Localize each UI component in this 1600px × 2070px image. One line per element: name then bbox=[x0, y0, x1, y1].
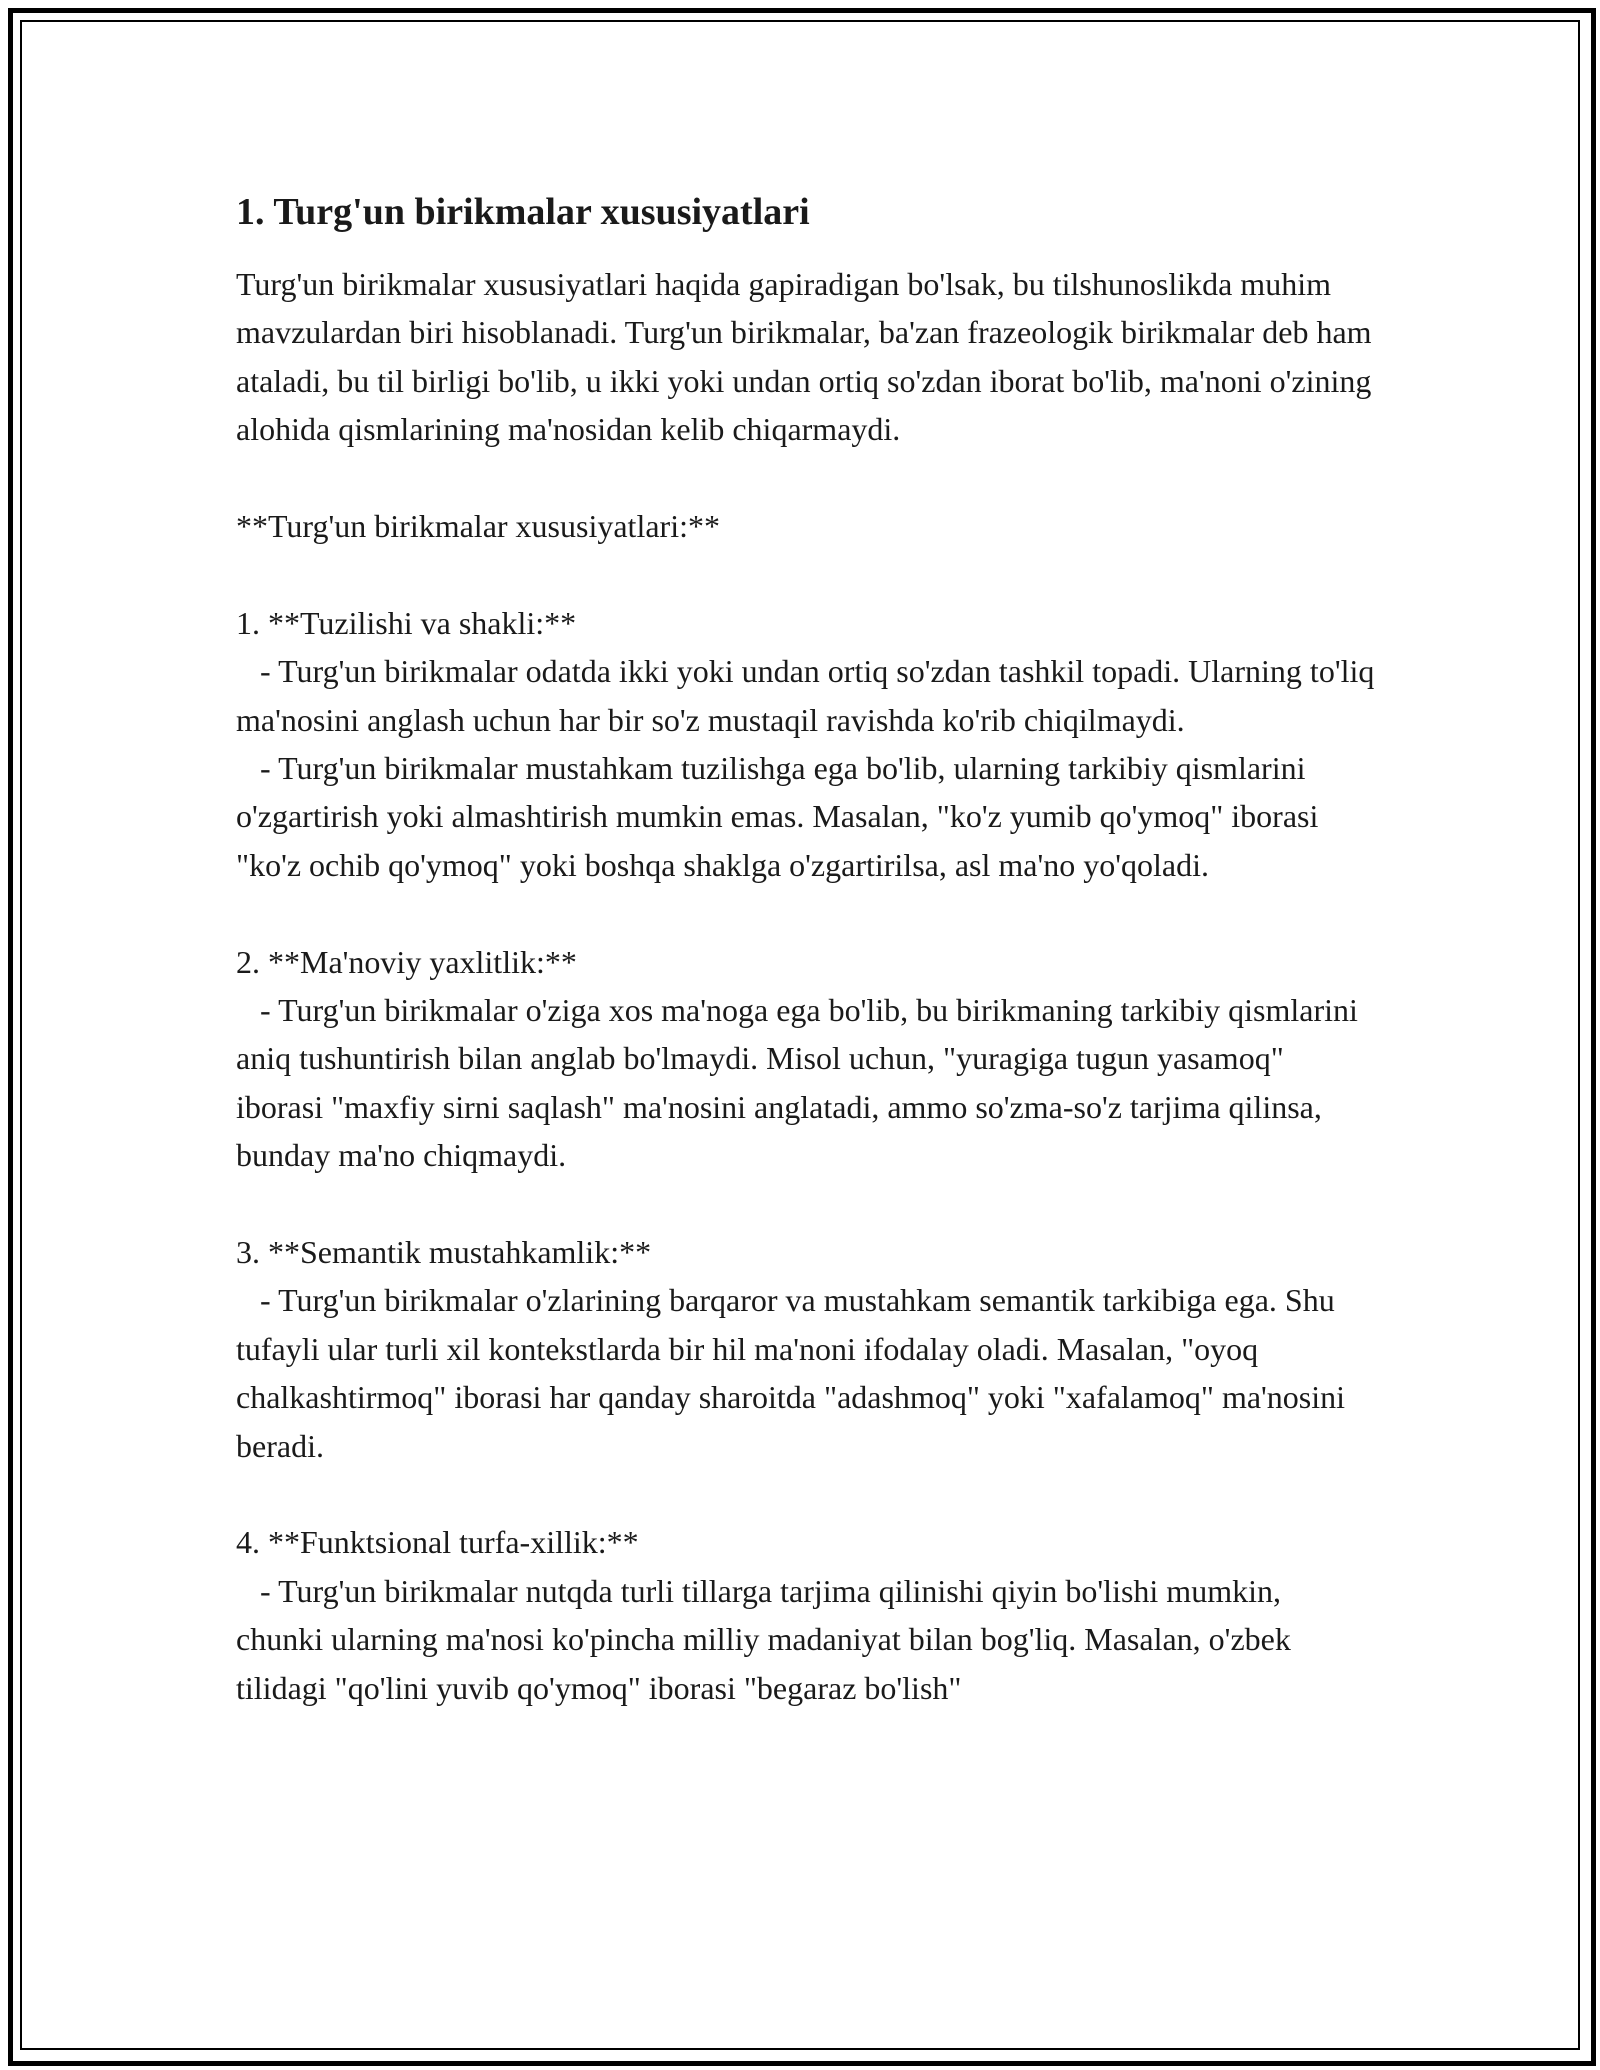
spacer bbox=[236, 550, 1376, 598]
list-item-point: - Turg'un birikmalar o'zlarining barqaror va mustahkam semantik tarkibiga ega. Shu tufayli ular turli xil kontekstlarda bir hil ma'noni ifodalay oladi. Masalan, "oyoq chalkashtirmoq" iborasi har qanday sharoitda "adashmoq" yoki "xafalamoq" ma'nosini beradi. bbox=[236, 1282, 1354, 1464]
list-item-title: 3. **Semantik mustahkamlik:** bbox=[236, 1234, 652, 1271]
intro-paragraph: Turg'un birikmalar xususiyatlari haqida gapiradigan bo'lsak, bu tilshunoslikda muhim mavzulardan biri hisoblanadi. Turg'un birikmalar, ba'zan frazeologik birikmalar deb ham ataladi, bu til birligi bo'lib, u ikki yoki undan ortiq so'zdan iborat bo'lib, ma'noni o'zining alohida qismlarining ma'nosidan kelib chiqarmaydi. bbox=[236, 266, 1380, 448]
list-item-point: - Turg'un birikmalar odatda ikki yoki undan ortiq so'zdan tashkil topadi. Ularning to'liq ma'nosini anglash uchun har bir so'z mustaqil ravishda ko'rib chiqilmaydi. bbox=[236, 653, 1383, 738]
spacer bbox=[236, 1470, 1376, 1518]
section-heading: 1. Turg'un birikmalar xususiyatlari bbox=[236, 191, 810, 233]
list-item-title: 2. **Ma'noviy yaxlitlik:** bbox=[236, 943, 577, 980]
list-item-title: 1. **Tuzilishi va shakli:** bbox=[236, 604, 577, 641]
list-item bbox=[236, 1518, 1376, 1712]
list-item-point: - Turg'un birikmalar o'ziga xos ma'noga ega bo'lib, bu birikmaning tarkibiy qismlarini aniq tushuntirish bilan anglab bo'lmaydi. Misol uchun, "yuragiga tugun yasamoq" iborasi "maxfiy sirni saqlash" ma'nosini anglatadi, ammo so'zma-so'z tarjima qilinsa, bunday ma'no chiqmaydi. bbox=[236, 992, 1366, 1174]
list-item-title: 4. **Funktsional turfa-xillik:** bbox=[236, 1524, 639, 1561]
list-item bbox=[236, 599, 1383, 889]
list-title: **Turg'un birikmalar xususiyatlari:** bbox=[236, 508, 720, 545]
list-item-point: - Turg'un birikmalar mustahkam tuzilishga ega bo'lib, ularning tarkibiy qismlarini o'zgartirish yoki almashtirish mumkin emas. Masalan, "ko'z yumib qo'ymoq" iborasi "ko'z ochib qo'ymoq" yoki boshqa shaklga o'zgartirilsa, asl ma'no yo'qoladi. bbox=[236, 750, 1327, 883]
list-item bbox=[236, 1228, 1376, 1470]
document-body bbox=[236, 186, 1383, 1712]
list-item-point: - Turg'un birikmalar nutqda turli tillarga tarjima qilinishi qiyin bo'lishi mumkin, chunki ularning ma'nosi ko'pincha milliy madaniyat bilan bog'liq. Masalan, o'zbek tilidagi "qo'lini yuvib qo'ymoq" iborasi "begaraz bo'lish" bbox=[236, 1572, 1299, 1706]
spacer bbox=[236, 1180, 1376, 1228]
list-item bbox=[236, 938, 1376, 1180]
spacer bbox=[236, 454, 1376, 502]
spacer bbox=[236, 889, 1376, 937]
